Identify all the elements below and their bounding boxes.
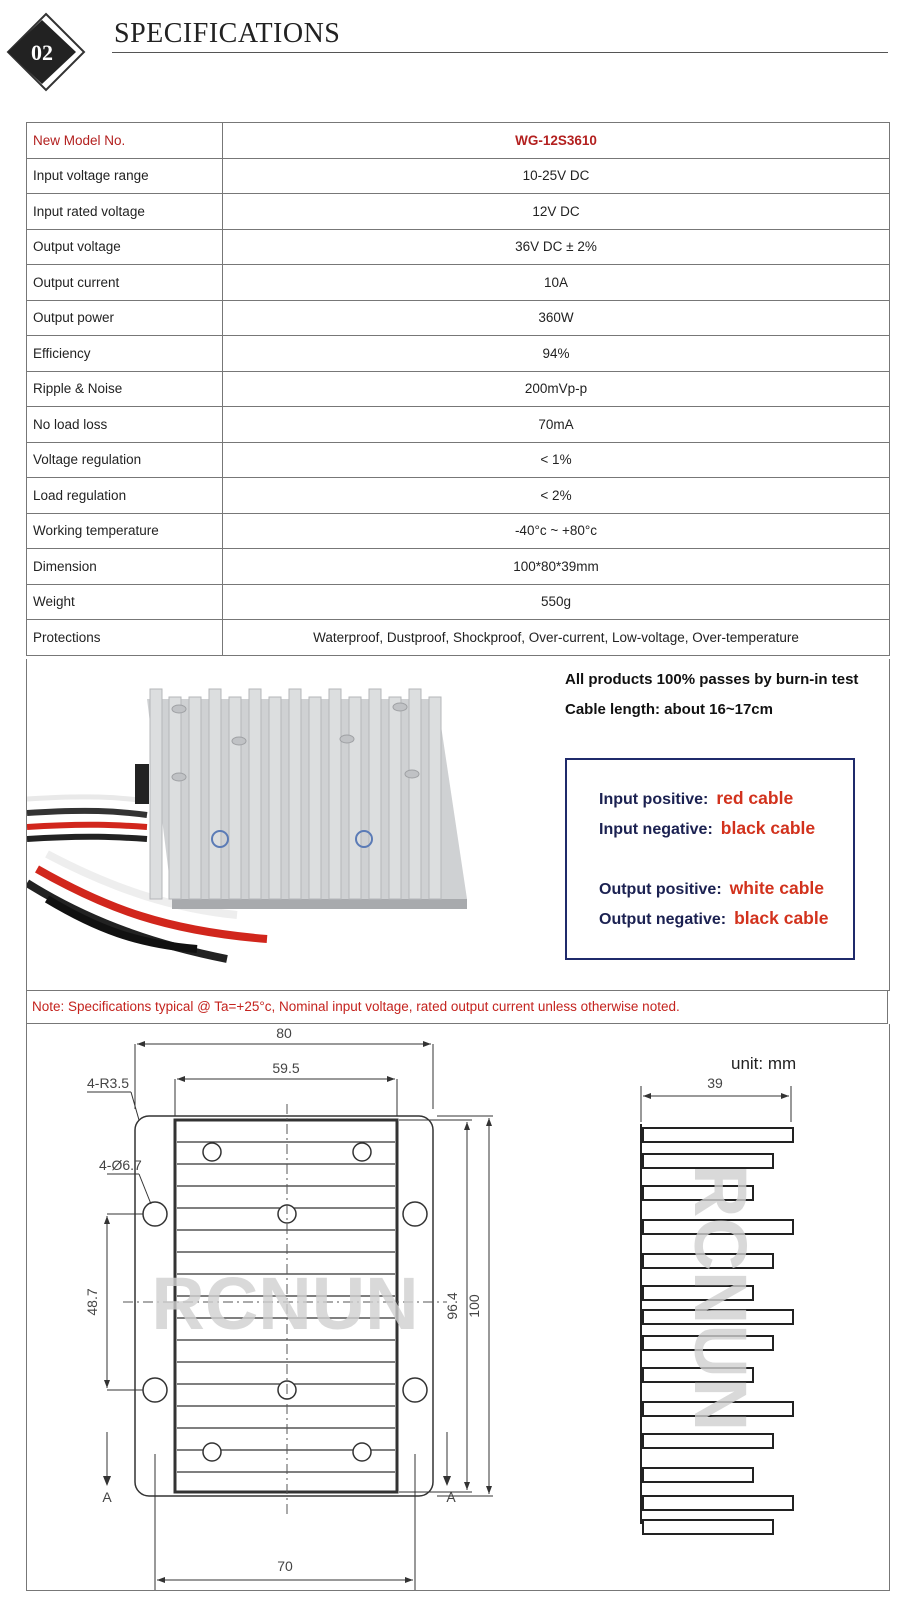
spec-label: Efficiency (27, 336, 223, 372)
svg-text:59.5: 59.5 (272, 1060, 300, 1076)
svg-text:70: 70 (277, 1558, 293, 1574)
spec-value: 10A (223, 265, 890, 301)
svg-text:80: 80 (276, 1025, 292, 1041)
dimension-drawing (26, 1024, 890, 1591)
spec-label: Ripple & Noise (27, 371, 223, 407)
spec-value: 100*80*39mm (223, 549, 890, 585)
spec-row (27, 584, 890, 620)
cable-row-output-negative: Output negative: black cable (599, 908, 829, 928)
mounting-hole (143, 1202, 167, 1226)
cable-row-output-positive: Output positive: white cable (599, 878, 824, 898)
spec-row (27, 478, 890, 514)
spec-value: 360W (223, 300, 890, 336)
spec-label: Input voltage range (27, 158, 223, 194)
side-watermark: RCNUN (679, 1164, 762, 1432)
product-panel (26, 659, 890, 991)
spec-row (27, 229, 890, 265)
spec-row (27, 265, 890, 301)
spec-value: 550g (223, 584, 890, 620)
burn-in-test-note: All products 100% passes by burn-in test (565, 671, 859, 688)
cable-row-input-negative: Input negative: black cable (599, 818, 816, 838)
spec-value: 12V DC (223, 194, 890, 230)
spec-row (27, 300, 890, 336)
spec-row (27, 513, 890, 549)
dimension-drawing-svg (27, 1024, 889, 1590)
spec-label: Voltage regulation (27, 442, 223, 478)
spec-label: Output power (27, 300, 223, 336)
svg-text:A: A (102, 1489, 112, 1505)
spec-label: Protections (27, 620, 223, 656)
spec-label: Input rated voltage (27, 194, 223, 230)
mount-boss (353, 1443, 371, 1461)
spec-row (27, 549, 890, 585)
svg-text:48.7: 48.7 (84, 1288, 100, 1316)
mounting-hole (403, 1378, 427, 1402)
spec-row (27, 371, 890, 407)
spec-value: Waterproof, Dustproof, Shockproof, Over-current, Low-voltage, Over-temperature (223, 620, 890, 656)
spec-row (27, 194, 890, 230)
spec-label: Weight (27, 584, 223, 620)
svg-text:100: 100 (466, 1294, 482, 1318)
spec-value: -40°c ~ +80°c (223, 513, 890, 549)
cable-row-input-positive: Input positive: red cable (599, 788, 794, 808)
spec-label: New Model No. (27, 123, 223, 159)
spec-value: 36V DC ± 2% (223, 229, 890, 265)
spec-row (27, 620, 890, 656)
spec-value: WG-12S3610 (223, 123, 890, 159)
page-title: SPECIFICATIONS (114, 18, 341, 49)
spec-label: Output current (27, 265, 223, 301)
spec-label: Dimension (27, 549, 223, 585)
mount-boss (203, 1443, 221, 1461)
spec-value: 10-25V DC (223, 158, 890, 194)
spec-row (27, 158, 890, 194)
spec-value: 94% (223, 336, 890, 372)
svg-text:96.4: 96.4 (444, 1292, 460, 1320)
title-divider (112, 52, 888, 53)
section-number-badge (6, 12, 96, 92)
spec-table (26, 122, 890, 656)
spec-row (27, 442, 890, 478)
watermark: RCNUN (151, 1262, 419, 1345)
spec-label: Working temperature (27, 513, 223, 549)
spec-label: Load regulation (27, 478, 223, 514)
svg-text:4-R3.5: 4-R3.5 (87, 1075, 130, 1091)
spec-footnote: Note: Specifications typical @ Ta=+25°c, Nominal input voltage, rated output current unless otherwise noted. (26, 990, 888, 1024)
svg-text:4-Ø6.7: 4-Ø6.7 (99, 1157, 142, 1173)
spec-label: Output voltage (27, 229, 223, 265)
product-photo (27, 669, 497, 984)
mount-boss (203, 1143, 221, 1161)
spec-value: < 2% (223, 478, 890, 514)
svg-text:39: 39 (707, 1075, 723, 1091)
cable-legend-box (565, 758, 855, 960)
spec-row (27, 123, 890, 159)
spec-row (27, 407, 890, 443)
svg-text:A: A (446, 1489, 456, 1505)
unit-label: unit: mm (731, 1054, 797, 1073)
spec-value: 200mVp-p (223, 371, 890, 407)
spec-row (27, 336, 890, 372)
mounting-hole (143, 1378, 167, 1402)
svg-text:02: 02 (31, 40, 53, 65)
cable-length-note: Cable length: about 16~17cm (565, 701, 773, 718)
spec-label: No load loss (27, 407, 223, 443)
spec-value: < 1% (223, 442, 890, 478)
mounting-hole (403, 1202, 427, 1226)
spec-value: 70mA (223, 407, 890, 443)
mount-boss (353, 1143, 371, 1161)
